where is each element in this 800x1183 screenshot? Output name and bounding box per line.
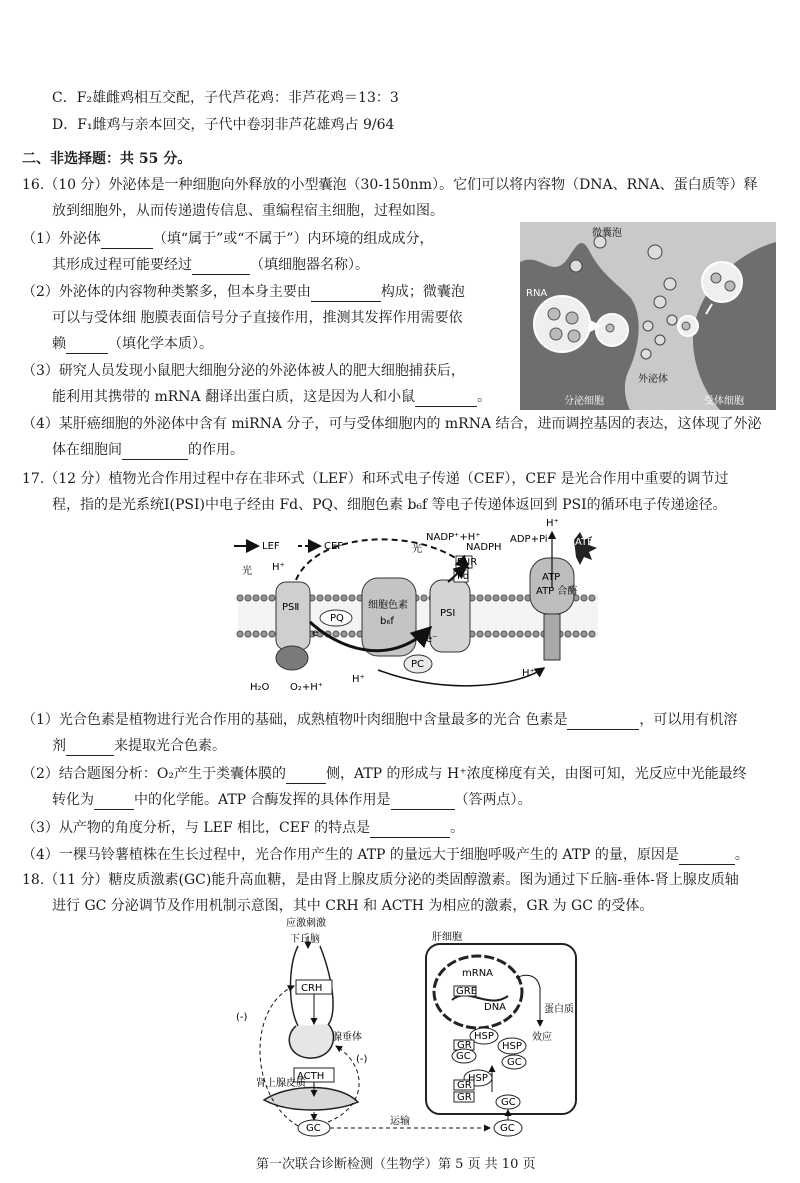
lipid-head: [237, 595, 243, 601]
answer-blank[interactable]: [370, 823, 450, 838]
adrenal-shape: [264, 1088, 358, 1111]
lipid-head: [349, 631, 355, 637]
answer-blank[interactable]: [101, 234, 153, 249]
label-pq: PQ: [330, 613, 344, 624]
q17-part4-pre: （4）一棵马铃薯植株在生长过程中，光合作用产生的 ATP 的量远大于细胞呼吸产生的 ATP 的量，原因是: [22, 847, 679, 863]
q16-part4-line2: [52, 440, 244, 460]
option-c: C．F₂雄雌鸡相互交配，子代芦花鸡：非芦花鸡＝13：3: [52, 90, 399, 106]
label-electron-1: e⁻: [312, 628, 324, 639]
q17-part2b-post: （答两点）。: [454, 792, 532, 808]
pituitary-shape: [289, 1024, 333, 1058]
answer-blank[interactable]: [122, 445, 188, 460]
section-heading: 二、非选择题：共 55 分。: [22, 151, 192, 167]
lipid-head: [261, 595, 267, 601]
lipid-head: [253, 631, 259, 637]
q16-part2-pre: （2）外泌体的内容物种类繁多，但本身主要由: [22, 284, 311, 300]
legend-cef: CEF: [324, 541, 344, 552]
q16-part1-line1: [22, 229, 434, 249]
q18-stem-1: 18.（11 分）糖皮质激素(GC)能升高血糖，是由肾上腺皮质分泌的类固醇激素。图为通过下丘脑-垂体-肾上腺皮质轴: [22, 872, 739, 888]
label-gr-3: GR: [457, 1092, 472, 1103]
answer-blank[interactable]: [415, 392, 477, 407]
q16-part4-line1: （4）某肝癌细胞的外泌体中含有 miRNA 分子，可与受体细胞内的 mRNA 结合，进而调控基因的表达，这体现了外泌: [22, 416, 762, 432]
lipid-head: [517, 595, 523, 601]
q16-stem-2: 放到细胞外，从而传递遗传信息、重编程宿主细胞，过程如图。: [52, 203, 444, 219]
q16-part4-post: 的作用。: [188, 442, 244, 458]
q17-part1b-pre: 剂: [52, 738, 66, 754]
q16-part1-post: （填“属于”或“不属于”）内环境的组成成分，: [152, 231, 434, 247]
q16-part2-line2: 可以与受体细 胞膜表面信号分子直接作用，推测其发挥作用需要依: [52, 310, 463, 326]
label-secreting-cell: 分泌细胞: [564, 396, 604, 407]
lipid-head: [501, 595, 507, 601]
q16-part3-line1: （3）研究人员发现小鼠肥大细胞分泌的外泌体被人的肥大细胞捕获后，: [22, 363, 465, 379]
answer-blank[interactable]: [311, 287, 381, 302]
thylakoid-figure: [228, 518, 608, 696]
label-fd: Fd: [457, 571, 470, 582]
q16-stem-1: 16.（10 分）外泌体是一种细胞向外释放的小型囊泡（30-150nm）。它们可以将内容物（DNA、RNA、蛋白质等）释: [22, 177, 758, 193]
label-hplus-3: H⁺: [522, 668, 535, 679]
label-hplus-1: H⁺: [272, 562, 285, 573]
q16-part1b-post: （填细胞器名称）。: [250, 257, 369, 273]
q16-part2-line1: [22, 282, 465, 302]
q16-part4-pre: 体在细胞间: [52, 442, 122, 458]
q17-part2-line2: [52, 790, 532, 810]
lipid-head: [509, 595, 515, 601]
lipid-head: [573, 631, 579, 637]
answer-blank[interactable]: [286, 769, 326, 784]
label-electron-2: e⁻: [426, 634, 438, 645]
lipid-head: [245, 595, 251, 601]
q17-part1-line2: [52, 736, 226, 756]
lipid-head: [421, 595, 427, 601]
page-footer: 第一次联合诊断检测（生物学）第 5 页 共 10 页: [256, 1157, 536, 1172]
lipid-head: [565, 631, 571, 637]
label-mrna: mRNA: [462, 968, 494, 979]
label-gr-1: GR: [457, 1040, 472, 1051]
lipid-head: [253, 595, 259, 601]
q16-part3-post: 。: [477, 389, 492, 405]
answer-blank[interactable]: [567, 715, 639, 730]
lipid-head: [589, 595, 595, 601]
legend-lef: LEF: [262, 541, 280, 552]
label-transport: 运输: [390, 1116, 410, 1127]
lipid-head: [581, 631, 587, 637]
label-acth: ACTH: [297, 1071, 325, 1082]
answer-blank[interactable]: [66, 741, 114, 756]
q17-part4-post: 。: [734, 847, 749, 863]
lipid-head: [325, 595, 331, 601]
q16-part3-pre: 能利用其携带的 mRNA 翻译出蛋白质，这是因为人和小鼠: [52, 389, 416, 405]
exosome-figure: [520, 222, 776, 410]
q17-part3-post: 。: [450, 820, 465, 836]
label-protein: 蛋白质: [544, 1004, 574, 1015]
answer-blank[interactable]: [391, 795, 455, 810]
lipid-head: [509, 631, 515, 637]
label-gc-2: GC: [507, 1057, 522, 1068]
lipid-head: [245, 631, 251, 637]
label-receptor-cell: 受体细胞: [704, 396, 744, 407]
label-o2h: O₂+H⁺: [290, 682, 324, 693]
psii-complex: [276, 582, 310, 650]
label-gre: GRE: [456, 986, 478, 997]
lipid-head: [493, 595, 499, 601]
q17-part1-pre: （1）光合色素是植物进行光合作用的基础，成熟植物叶肉细胞中含量最多的光合 色素是: [22, 712, 568, 728]
lipid-head: [317, 595, 323, 601]
lipid-head: [485, 595, 491, 601]
q16-part2-post: 构成；微囊泡: [380, 284, 465, 300]
label-gr-2: GR: [457, 1080, 472, 1091]
label-microvesicle: 微囊泡: [592, 228, 622, 239]
q17-part1-post: ，可以用有机溶: [639, 712, 738, 728]
lipid-head: [533, 631, 539, 637]
exosome-particle: [643, 321, 653, 331]
answer-blank[interactable]: [192, 260, 250, 275]
label-neg-1: (-): [236, 1012, 248, 1023]
answer-blank[interactable]: [679, 850, 735, 865]
label-hplus-2: H⁺: [352, 674, 365, 685]
label-light-1: 光: [242, 566, 252, 577]
label-adrenal: 肾上腺皮质: [256, 1078, 306, 1089]
q16-part2c-post: （填化学本质）。: [108, 336, 213, 352]
label-hsp-3: HSP: [468, 1073, 488, 1084]
label-pituitary: 腺垂体: [332, 1032, 362, 1043]
lipid-head: [349, 595, 355, 601]
lipid-head: [341, 631, 347, 637]
lipid-head: [237, 631, 243, 637]
lipid-head: [477, 595, 483, 601]
label-effect: 效应: [532, 1032, 552, 1043]
label-dna: DNA: [484, 1002, 507, 1013]
label-pc: PC: [411, 659, 425, 670]
label-stimulus: 应激刺激: [286, 918, 326, 929]
q16-part2-line3: [52, 334, 213, 354]
label-h2o: H₂O: [250, 682, 270, 693]
label-atp-burst: ATP: [575, 537, 594, 548]
label-gc-left: GC: [306, 1123, 321, 1134]
label-psi: PSⅠ: [440, 608, 456, 619]
q17-stem-2: 程，指的是光系统Ⅰ(PSⅠ)中电子经由 Fd、PQ、细胞色素 b₆f 等电子传递体返回到 PSⅠ的循环电子传递途径。: [52, 497, 727, 513]
label-crh: CRH: [301, 983, 323, 994]
label-nadph: NADPH: [466, 542, 502, 553]
lipid-head: [589, 631, 595, 637]
q16-part1b-pre: 其形成过程可能要经过: [52, 257, 192, 273]
label-rna: RNA: [526, 288, 548, 299]
hpa-axis-figure: [228, 916, 588, 1138]
label-adp: ADP+Pi: [510, 534, 548, 545]
label-neg-2: (-): [356, 1054, 368, 1065]
answer-blank[interactable]: [94, 795, 134, 810]
q17-part2b-mid: 中的化学能。ATP 合酶发挥的具体作用是: [134, 792, 391, 808]
lipid-head: [333, 631, 339, 637]
answer-blank[interactable]: [66, 339, 108, 354]
label-atp: ATP: [542, 572, 561, 583]
label-liver: 肝细胞: [432, 932, 462, 943]
label-gc-1: GC: [456, 1051, 471, 1062]
label-gc-3: GC: [501, 1097, 516, 1108]
q17-part3: [22, 818, 464, 838]
lipid-head: [525, 631, 531, 637]
lipid-head: [501, 631, 507, 637]
multivesicular-body: [534, 296, 590, 352]
label-hsp-2: HSP: [502, 1041, 522, 1052]
lipid-head: [333, 595, 339, 601]
q17-part1-line1: [22, 710, 737, 730]
lipid-head: [493, 631, 499, 637]
label-fnr: FNR: [457, 557, 478, 568]
q16-part3-line2: [52, 387, 491, 407]
q17-part1b-post: 来提取光合色素。: [114, 738, 226, 754]
label-light-2: 光: [412, 544, 422, 555]
lipid-head: [341, 595, 347, 601]
q18-stem-2: 进行 GC 分泌调节及作用机制示意图，其中 CRH 和 ACTH 为相应的激素，GR 为 GC 的受体。: [52, 898, 654, 914]
q17-part2-pre: （2）结合题图分析：O₂产生于类囊体膜的: [22, 766, 286, 782]
q17-part2b-pre: 转化为: [52, 792, 94, 808]
q17-part4: [22, 845, 749, 865]
nucleus: [434, 956, 522, 1028]
label-b6f: b₆f: [380, 616, 394, 627]
receptor-endosome: [702, 262, 742, 302]
label-hypothalamus: 下丘脑: [290, 934, 320, 945]
option-d: D．F₁雌鸡与亲本回交，子代中卷羽非芦花雄鸡占 9/64: [52, 117, 395, 133]
microvesicle-particle: [570, 260, 582, 272]
label-cytochrome: 细胞色素: [368, 600, 408, 611]
label-exosome: 外泌体: [638, 374, 668, 385]
q16-part1-line2: [52, 255, 369, 275]
lipid-head: [477, 631, 483, 637]
label-psii: PSⅡ: [282, 602, 300, 613]
lipid-head: [485, 631, 491, 637]
label-hsp-1: HSP: [474, 1031, 494, 1042]
q17-part2-line1: [22, 764, 747, 784]
lipid-head: [261, 631, 267, 637]
label-atp-synthase: ATP 合酶: [536, 586, 578, 597]
q16-part2c-pre: 赖: [52, 336, 66, 352]
lipid-head: [269, 631, 275, 637]
q17-part2-post: 侧，ATP 的形成与 H⁺浓度梯度有关，由图可知，光反应中光能最终: [326, 766, 747, 782]
label-nadp: NADP⁺+H⁺: [426, 532, 481, 543]
q17-stem-1: 17.（12 分）植物光合作用过程中存在非环式（LEF）和环式电子传递（CEF），CEF 是光合作用中重要的调节过: [22, 471, 729, 487]
label-gc-right: GC: [500, 1123, 515, 1134]
lipid-head: [581, 595, 587, 601]
q17-part3-pre: （3）从产物的角度分析，与 LEF 相比，CEF 的特点是: [22, 820, 371, 836]
lipid-head: [517, 631, 523, 637]
q16-part1-pre: （1）外泌体: [22, 231, 101, 247]
lipid-head: [269, 595, 275, 601]
label-hplus-4: H⁺: [546, 518, 559, 529]
